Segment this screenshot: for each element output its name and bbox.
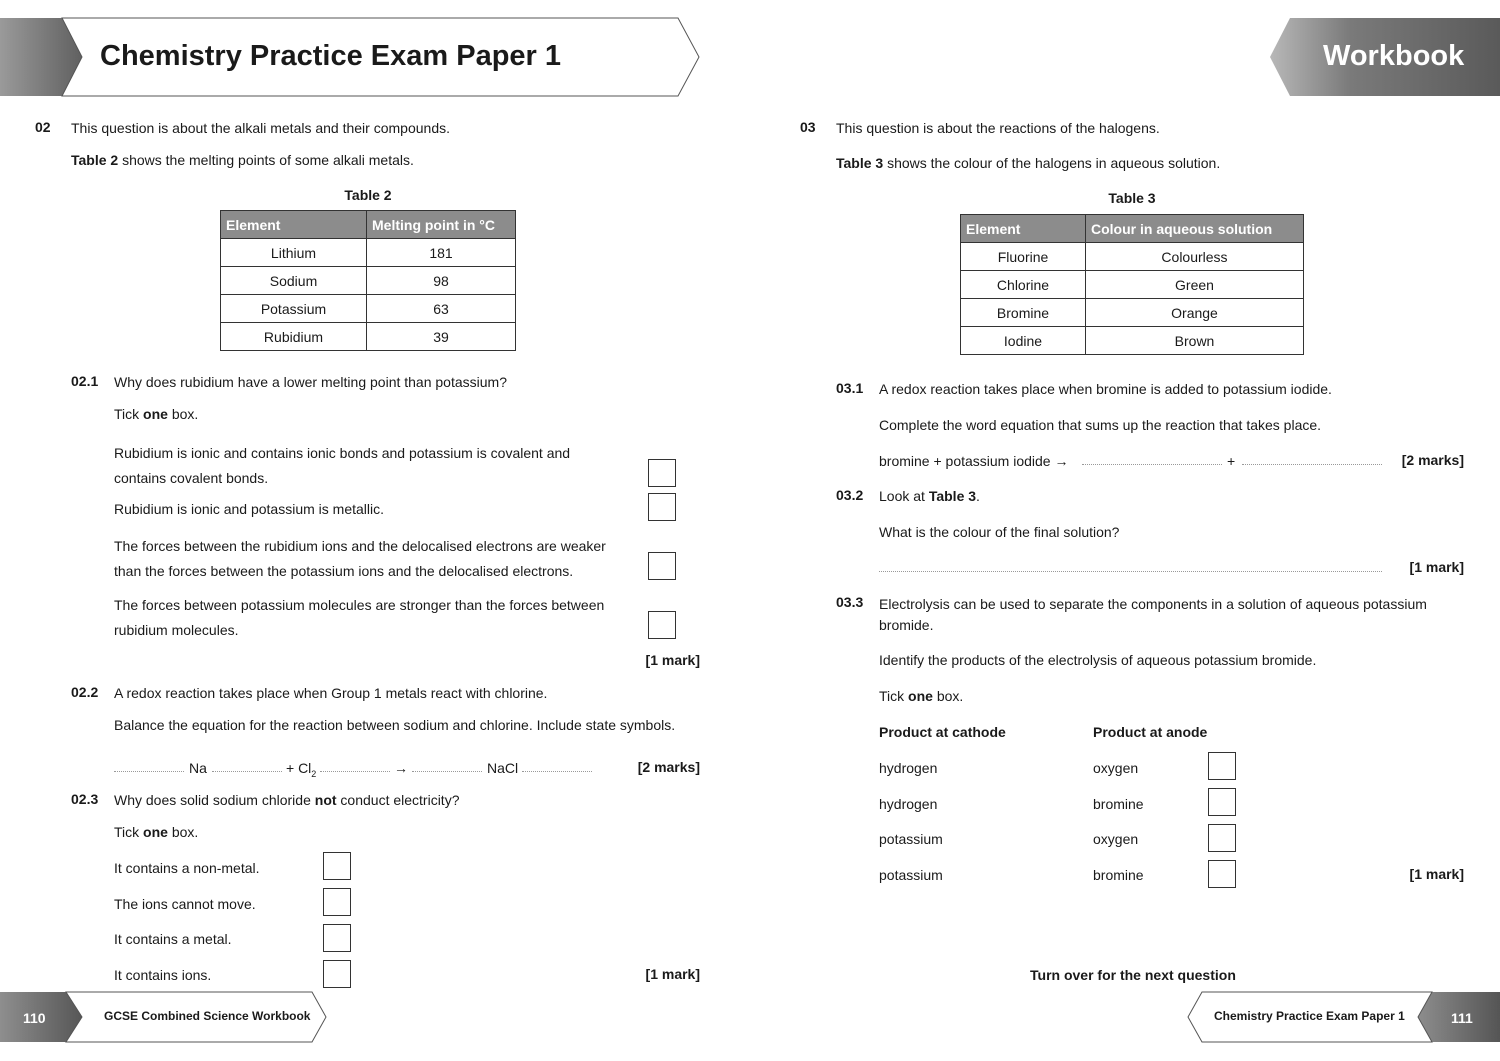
option-line: The forces between the rubidium ions and the delocalised electrons are weaker [114,538,606,554]
workbook-label: Workbook [1323,40,1465,72]
q02-1-question: Why does rubidium have a lower melting point than potassium? [114,374,507,390]
q02-2-question: A redox reaction takes place when Group 1 metals react with chlorine. [114,685,548,701]
table-cell: Green [1086,271,1304,299]
tick-text: box. [932,688,964,704]
equation-nacl: NaCl [487,760,519,776]
equation-na: Na [189,760,207,776]
option-line: Rubidium is ionic and contains ionic bonds and potassium is covalent and [114,445,571,461]
q02-2-instruction: Balance the equation for the reaction between sodium and chlorine. Include state symbols. [114,717,676,733]
q03-1-question: A redox reaction takes place when bromine is added to potassium iodide. [879,381,1332,397]
table-cell: Bromine [961,299,1086,327]
tick-text: Tick [114,824,144,840]
tick-text: box. [167,824,199,840]
anode-product: bromine [1093,867,1144,883]
table-3-reference-text: shows the colour of the halogens in aqueous solution. [883,155,1221,171]
q02-intro: This question is about the alkali metals and their compounds. [71,120,450,136]
question-text: Why does solid sodium chloride [114,792,315,808]
cathode-product: hydrogen [879,796,938,812]
q03-intro: This question is about the reactions of the halogens. [836,120,1160,136]
table-cell: Brown [1086,327,1304,355]
option-line: contains covalent bonds. [114,470,269,486]
table-3-reference: Table 3 [928,488,977,504]
option-line: than the forces between the potassium ions and the delocalised electrons. [114,563,574,579]
table-cell: Rubidium [221,323,367,351]
question-number-02-1: 02.1 [71,373,99,389]
anode-product: oxygen [1093,760,1139,776]
subscript-2: 2 [311,768,317,779]
table-cell: Potassium [221,295,367,323]
anode-product: oxygen [1093,831,1139,847]
q03-3-mark: [1 mark] [1409,866,1464,882]
q03-1-instruction: Complete the word equation that sums up the reaction that takes place. [879,417,1322,433]
question-number-03: 03 [800,119,816,135]
table-2-caption: Table 2 [344,187,392,203]
table-cell: Orange [1086,299,1304,327]
table-cell: Lithium [221,239,367,267]
tick-bold: one [143,406,168,422]
table-cell: Fluorine [961,243,1086,271]
q02-1-mark: [1 mark] [645,652,700,668]
question-number-03-1: 03.1 [836,380,864,396]
table-2-reference: Table 2 [71,152,119,168]
question-number-02-3: 02.3 [71,791,99,807]
q02-3-option-3: It contains a metal. [114,931,232,947]
cathode-product: potassium [879,831,943,847]
equation-arrow: → [394,760,408,776]
page-title: Chemistry Practice Exam Paper 1 [100,40,562,72]
q02-3-mark: [1 mark] [645,966,700,982]
table-2-reference-text: shows the melting points of some alkali metals. [118,152,414,168]
table-header-cell: Element [221,211,367,239]
option-line: The forces between potassium molecules are stronger than the forces between [114,597,605,613]
table-cell: 181 [367,239,516,267]
q02-3-option-1: It contains a non-metal. [114,860,260,876]
table-cell: 39 [367,323,516,351]
table-cell: 63 [367,295,516,323]
cathode-product: hydrogen [879,760,938,776]
q03-3-instruction: Identify the products of the electrolysis of aqueous potassium bromide. [879,652,1317,668]
q03-1-equation-plus: + [1227,453,1236,469]
q03-2-mark: [1 mark] [1409,559,1464,575]
right-footer-label: Chemistry Practice Exam Paper 1 [1214,1009,1405,1023]
question-line: Electrolysis can be used to separate the components in a solution of aqueous potassium [879,596,1427,612]
table-header-cell: Element [961,215,1086,243]
question-text: conduct electricity? [336,792,460,808]
q02-2-mark: [2 marks] [637,759,700,775]
question-number-02: 02 [35,119,51,135]
left-page-number: 110 [23,1010,46,1026]
cathode-product: potassium [879,867,943,883]
question-number-03-2: 03.2 [836,487,864,503]
turn-over-note: Turn over for the next question [1030,967,1236,983]
tick-bold: one [143,824,168,840]
table-3-caption: Table 3 [1108,190,1156,206]
q02-1-option-2: Rubidium is ionic and potassium is metallic. [114,501,384,517]
table-header-cell: Melting point in °C [367,211,516,239]
q02-3-option-4: It contains ions. [114,967,212,983]
question-line: bromide. [879,617,934,633]
left-footer-label: GCSE Combined Science Workbook [104,1009,311,1023]
tick-bold: one [908,688,933,704]
look-text: . [976,488,980,504]
anode-product: bromine [1093,796,1144,812]
q03-1-mark: [2 marks] [1401,452,1464,468]
look-text: Look at [879,488,929,504]
table-cell: 98 [367,267,516,295]
table-cell: Chlorine [961,271,1086,299]
tick-text: Tick [879,688,909,704]
question-bold: not [314,792,337,808]
q03-2-question: What is the colour of the final solution? [879,524,1120,540]
tick-text: Tick [114,406,144,422]
table-cell: Iodine [961,327,1086,355]
tick-text: box. [167,406,199,422]
table-cell: Colourless [1086,243,1304,271]
option-line: rubidium molecules. [114,622,239,638]
table-header-cell: Colour in aqueous solution [1086,215,1304,243]
table-3-reference: Table 3 [836,155,884,171]
q02-3-option-2: The ions cannot move. [114,896,256,912]
question-number-03-3: 03.3 [836,594,864,610]
right-page-number: 111 [1451,1010,1473,1026]
column-header-anode: Product at anode [1093,724,1208,740]
q03-1-equation-left: bromine + potassium iodide → [879,453,1069,469]
table-cell: Sodium [221,267,367,295]
column-header-cathode: Product at cathode [879,724,1006,740]
equation-cl: + Cl [286,760,312,776]
question-number-02-2: 02.2 [71,684,99,700]
